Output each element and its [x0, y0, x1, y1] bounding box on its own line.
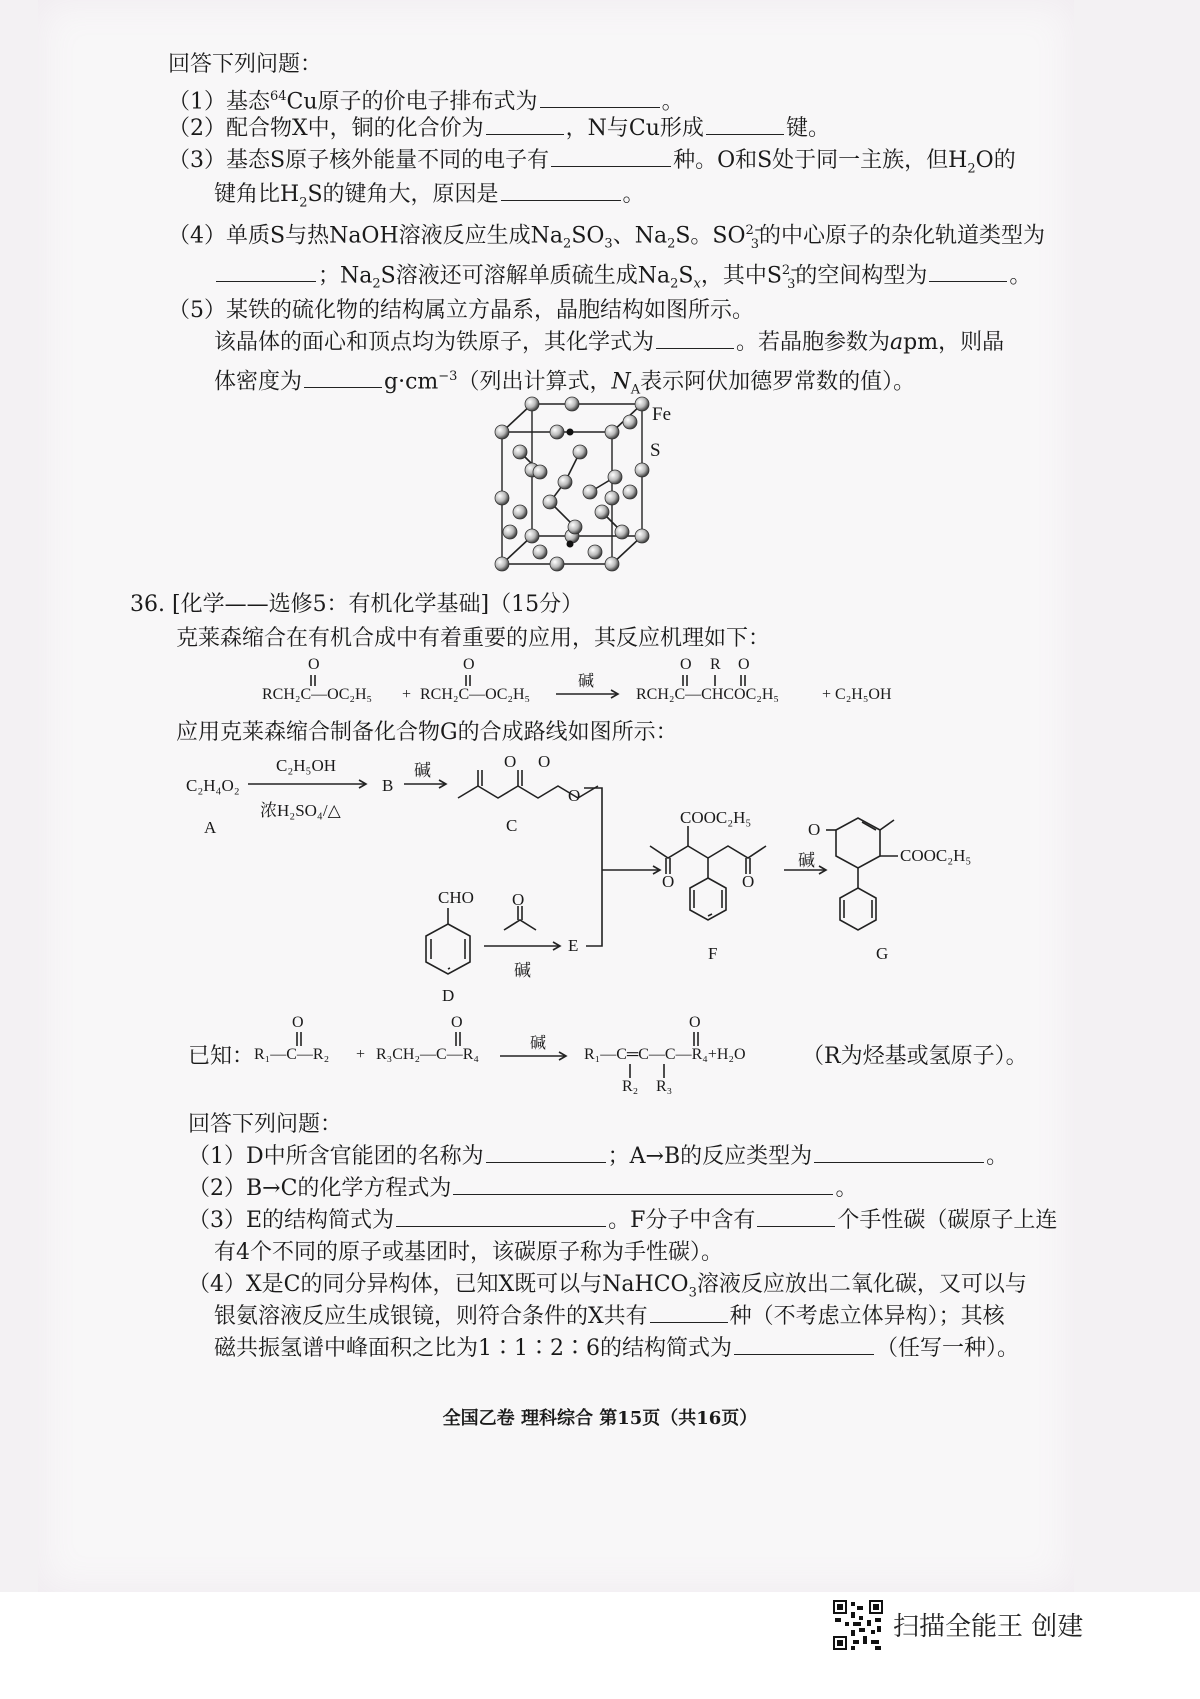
known-label: 已知： [188, 1044, 255, 1069]
q35-part1: （1）基态$^{64}$Cu原子的价电子排布式为 。 [168, 89, 684, 115]
BC-condition: 碱 [414, 761, 431, 780]
mech-reactant1: RCH₂C—OC₂H₅ [262, 686, 373, 703]
q35-part4-cont: ；$Na_2S$溶液还可溶解单质硫生成$Na_2S_x$，其中$S^{2-}_3$的空间构型为 。 [214, 256, 1031, 300]
q35-part4: （4）单质S与热NaOH溶液反应生成$Na_2SO_3$、$Na_2S$。$SO^{2-}_3$的中心原子的杂化轨道类型为 [168, 223, 1046, 252]
route-intro: 应用克莱森缩合制备化合物G的合成路线如图所示： [176, 720, 678, 745]
compound-A-label: A [204, 818, 217, 837]
AB-reagent: C₂H₅OH [276, 756, 337, 775]
compound-C-label: C [506, 816, 518, 835]
known-o2: O [451, 1014, 463, 1031]
known-reactant1: R₁—C—R₂ [254, 1046, 330, 1063]
F-ester-group: COOC₂H₅ [680, 808, 752, 827]
q36-part1: （1）D中所含官能团的名称为 ；A→B的反应类型为 。 [188, 1144, 1009, 1169]
DE-condition: 碱 [514, 961, 531, 980]
mech-o4: O [738, 656, 750, 673]
mech-o3: O [680, 656, 692, 673]
known-o3: O [689, 1014, 701, 1031]
q35-intro: 回答下列问题： [168, 52, 323, 77]
mech-product: RCH₂C—CHCOC₂H₅ [636, 686, 779, 703]
q35-part2: （2）配合物X中，铜的化合价为 ，N与Cu形成 键。 [168, 116, 830, 141]
q35-part3-cont: 键角比$H_2S$的键角大，原因是 。 [214, 182, 645, 211]
answer-blank [453, 1174, 833, 1195]
answer-blank [734, 1334, 874, 1355]
compound-A-formula: C₂H₄O₂ [186, 776, 240, 795]
mech-o1: O [308, 656, 320, 673]
C-ester-o: O [538, 752, 551, 771]
answer-blank [486, 1142, 606, 1163]
F-ketone-o1: O [662, 872, 675, 891]
mech-plus1: + [402, 686, 412, 703]
known-reactant2: R₃CH₂—C—R₄ [376, 1046, 479, 1063]
compound-F-label: F [708, 944, 718, 963]
AB-condition: 浓H₂SO₄/△ [260, 801, 341, 820]
known-R2: R₂ [622, 1078, 639, 1095]
page-footer: 全国乙卷 理科综合 第15页（共16页） [442, 1408, 758, 1429]
mech-o2: O [463, 656, 475, 673]
fe-label: Fe [652, 404, 671, 425]
F-ketone-o2: O [742, 872, 755, 891]
known-plus: + [356, 1046, 366, 1063]
s-label: S [650, 440, 661, 461]
q35-part3: （3）基态S原子核外能量不同的电子有 种。O和S处于同一主族，但$H_2O$的 [168, 148, 1016, 177]
answer-blank [396, 1206, 606, 1227]
q36-title: 36. [化学——选修5：有机化学基础]（15分） [130, 592, 584, 617]
q36-part3-cont: 有4个不同的原子或基团时，该碳原子称为手性碳）。 [214, 1240, 723, 1265]
compound-D-label: D [442, 986, 455, 1005]
q36-part4: （4）X是C的同分异构体，已知X既可以与NaHCO$_3$溶液反应放出二氧化碳，又可以与 [188, 1272, 1027, 1301]
q35-part5-line3: 体密度为 $g\cdot cm^{-3}$（列出计算式，$N_A$表示阿伏加德罗常数的值）。 [214, 369, 916, 398]
known-condition: 碱 [530, 1035, 547, 1052]
scanner-watermark: 扫描全能王 创建 [893, 1612, 1084, 1642]
q36-part2: （2）B→C的化学方程式为 。 [188, 1176, 858, 1201]
G-ketone-o: O [808, 820, 821, 839]
known-R3: R₃ [656, 1078, 673, 1095]
q36-intro: 克莱森缩合在有机合成中有着重要的应用，其反应机理如下： [176, 626, 771, 651]
C-ester-oxygen: O [568, 786, 581, 805]
q35-part5: （5）某铁的硫化物的结构属立方晶系，晶胞结构如图所示。 [168, 298, 754, 323]
compound-G-label: G [876, 944, 889, 963]
qr-code-icon [833, 1600, 883, 1650]
answer-blank [814, 1142, 984, 1163]
known-note: （R为烃基或氢原子）。 [802, 1044, 1028, 1069]
C-ketone-o: O [504, 752, 517, 771]
q36-part4-cont2: 磁共振氢谱中峰面积之比为1∶1∶2∶6的结构简式为 （任写一种）。 [214, 1336, 1020, 1361]
mech-byproduct: + C₂H₅OH [822, 686, 892, 703]
mech-condition: 碱 [578, 673, 595, 690]
FG-condition: 碱 [798, 851, 815, 870]
q36-answer-intro: 回答下列问题： [188, 1112, 343, 1137]
compound-B-label: B [382, 776, 394, 795]
q36-part4-cont1: 银氨溶液反应生成银镜，则符合条件的X共有 种（不考虑立体异构）；其核 [214, 1304, 1005, 1329]
D-aldehyde-group: CHO [438, 888, 474, 907]
mech-R: R [710, 656, 721, 673]
answer-blank [757, 1206, 835, 1227]
G-ester-group: COOC₂H₅ [900, 846, 972, 865]
known-product: R₁—C═C—C—R₄+H₂O [584, 1046, 746, 1063]
answer-blank [650, 1302, 728, 1323]
acetone-o: O [512, 890, 525, 909]
compound-E-label: E [568, 936, 579, 955]
q35-part5-line2: 该晶体的面心和顶点均为铁原子，其化学式为 。若晶胞参数为apm，则晶 [214, 330, 1005, 355]
mech-reactant2: RCH₂C—OC₂H₅ [420, 686, 531, 703]
known-o1: O [292, 1014, 304, 1031]
q36-part3: （3）E的结构简式为 。F分子中含有 个手性碳（碳原子上连 [188, 1208, 1058, 1233]
